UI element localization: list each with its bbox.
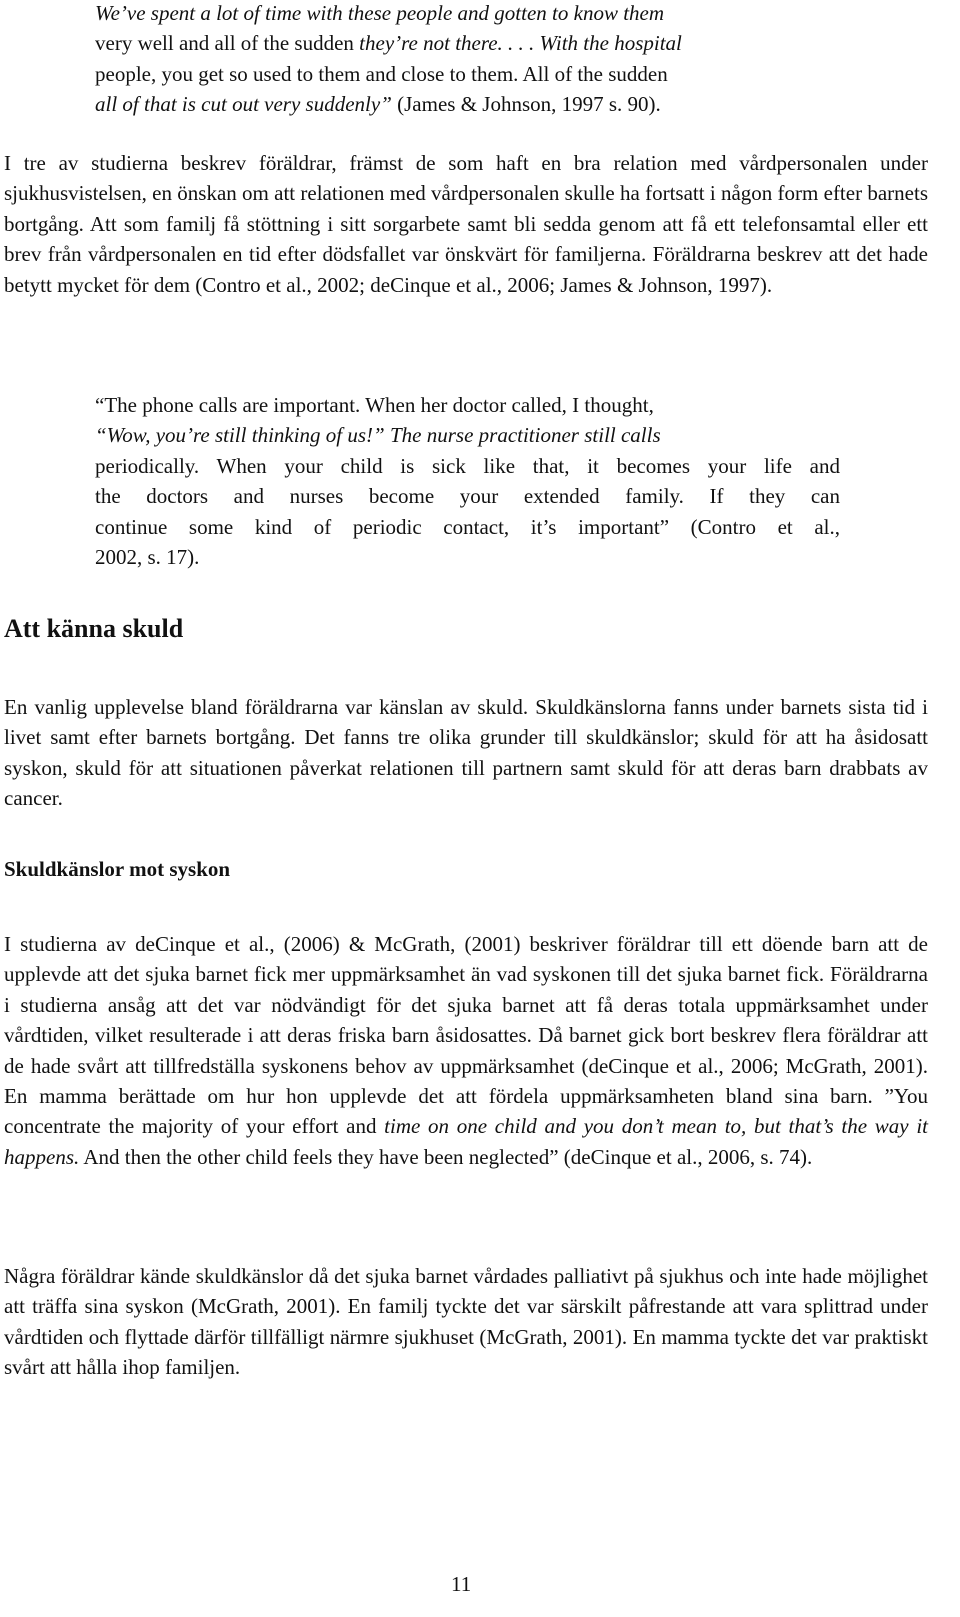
quote-line: 2002, s. 17). [95, 545, 200, 570]
quote-line: the doctors and nurses become your extended family. If they can [95, 484, 840, 509]
paragraph-palliative-care: Några föräldrar kände skuldkänslor då det sjuka barnet vårdades palliativt på sjukhus och inte hade möjlighet att träffa sina syskon (McGrath, 2001). En familj tyckte det var särskilt påfrestande att vara splittrad under vårdtiden och flyttade därför tillfälligt närmre sjukhuset (McGrath, 2001). En mamma tyckte det var praktiskt svårt att hålla ihop familjen. [4, 1264, 928, 1380]
quote-line: We’ve spent a lot of time with these people and gotten to know them [95, 1, 665, 25]
quote-line: “The phone calls are important. When her doctor called, I thought, [95, 393, 654, 417]
paragraph-guilt: En vanlig upplevelse bland föräldrarna var känslan av skuld. Skuldkänslorna fanns under barnets sista tid i livet samt efter barnets bortgång. Det fanns tre olika grunder till skuldkänslor; skuld för att ha åsidosatt syskon, skuld för att situationen påverkat relationen till partnern samt skuld för att deras barn drabbats av cancer. [4, 695, 928, 811]
quote-line: people, you get so used to them and close to them. All of the sudden [95, 61, 668, 86]
paragraph-siblings: I studierna av deCinque et al., (2006) & McGrath, (2001) beskriver föräldrar till ett döende barn att de upplevde att det sjuka barnet fick mer uppmärksamhet än vad syskonen till det sjuka barnet fick. Föräldrarna i studierna ansåg att det var nödvändigt för det sjuka barnet att få deras totala uppmärksamhet under vårdtiden, vilket resulterade i att deras friska barn åsidosattes. Då barnet gick bort beskrev flera föräldrar att de hade svårt att tillfredställa syskonens behov av uppmärksamhet (deCinque et al., 2006; McGrath, 2001). En mamma berättade om hur hon upplevde det att fördela uppmärksamheten bland sina barn. ”You concentrate the majority of your effort and time on one child and you don’t mean to, but that’s the way it happens. And then the other child feels they have been neglected” (deCinque et al., 2006, s. 74). [4, 932, 928, 1169]
quote-line: “Wow, you’re still thinking of us!” The nurse practitioner still calls [95, 423, 661, 448]
section-heading: Att känna skuld [4, 614, 184, 643]
quote-line: continue some kind of periodic contact, it’s important” (Contro et al., [95, 514, 840, 539]
page-number: 11 [451, 1572, 472, 1596]
paragraph-family-support: I tre av studierna beskrev föräldrar, främst de som haft en bra relation med vårdpersonalen under sjukhusvistelsen, en önskan om att relationen med vårdpersonalen skulle ha fortsatt i någon form efter barnets bortgång. Att som familj få stöttning i sitt sorgarbete samt bli sedda genom att få ett telefonsamtal eller ett brev från vårdpersonalen en tid efter dödsfallet var önskvärt för familjerna. Föräldrarna beskrev att det hade betytt mycket för dem (Contro et al., 2002; deCinque et al., 2006; James & Johnson, 1997). [4, 151, 928, 297]
block-quote-contro [95, 390, 840, 572]
quote-line: periodically. When your child is sick like that, it becomes your life and [95, 453, 840, 478]
quote-line: all of that is cut out very suddenly” (James & Johnson, 1997 s. 90). [95, 92, 661, 117]
block-quote-james-johnson [95, 0, 840, 120]
subsection-heading: Skuldkänslor mot syskon [4, 857, 231, 881]
quote-line: very well and all of the sudden they’re not there. . . . With the hospital [95, 31, 682, 56]
